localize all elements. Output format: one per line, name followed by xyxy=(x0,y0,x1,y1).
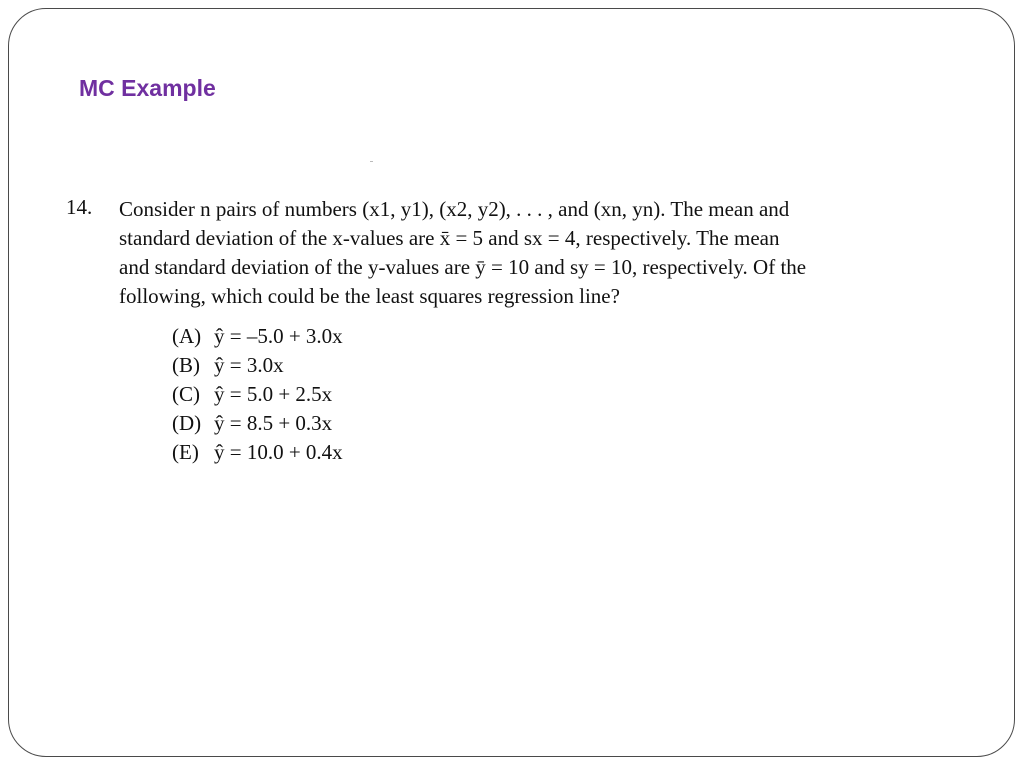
question-line: Consider n pairs of numbers (x1, y1), (x2, y2), . . . , and (xn, yn). The mean and xyxy=(119,197,790,221)
option-letter: (B) xyxy=(172,353,200,377)
answer-option-e[interactable] xyxy=(172,438,343,467)
option-text: ŷ = –5.0 + 3.0x xyxy=(214,324,343,348)
question-line: and standard deviation of the y-values are ȳ = 10 and sy = 10, respectively. Of the xyxy=(119,255,807,279)
option-letter: (A) xyxy=(172,324,202,348)
option-text: ŷ = 8.5 + 0.3x xyxy=(214,411,333,435)
slide-title: MC Example xyxy=(79,75,216,101)
answer-option-d[interactable] xyxy=(172,409,343,438)
option-letter: (C) xyxy=(172,382,200,406)
question-line: standard deviation of the x-values are x̄ = 5 and sx = 4, respectively. The mean xyxy=(119,226,780,250)
option-text: ŷ = 3.0x xyxy=(214,353,284,377)
option-letter: (E) xyxy=(172,440,199,464)
question-text xyxy=(119,195,949,464)
answer-option-c[interactable] xyxy=(172,380,343,409)
answer-option-b[interactable] xyxy=(172,351,343,380)
slide-frame xyxy=(8,8,1015,757)
option-text: ŷ = 5.0 + 2.5x xyxy=(214,382,333,406)
question-number: 14. xyxy=(66,195,93,219)
answer-option-a[interactable] xyxy=(172,322,343,351)
answer-options xyxy=(172,322,343,467)
question-line: following, which could be the least squares regression line? xyxy=(119,284,620,308)
stray-mark xyxy=(370,161,373,162)
option-text: ŷ = 10.0 + 0.4x xyxy=(214,440,343,464)
option-letter: (D) xyxy=(172,411,202,435)
